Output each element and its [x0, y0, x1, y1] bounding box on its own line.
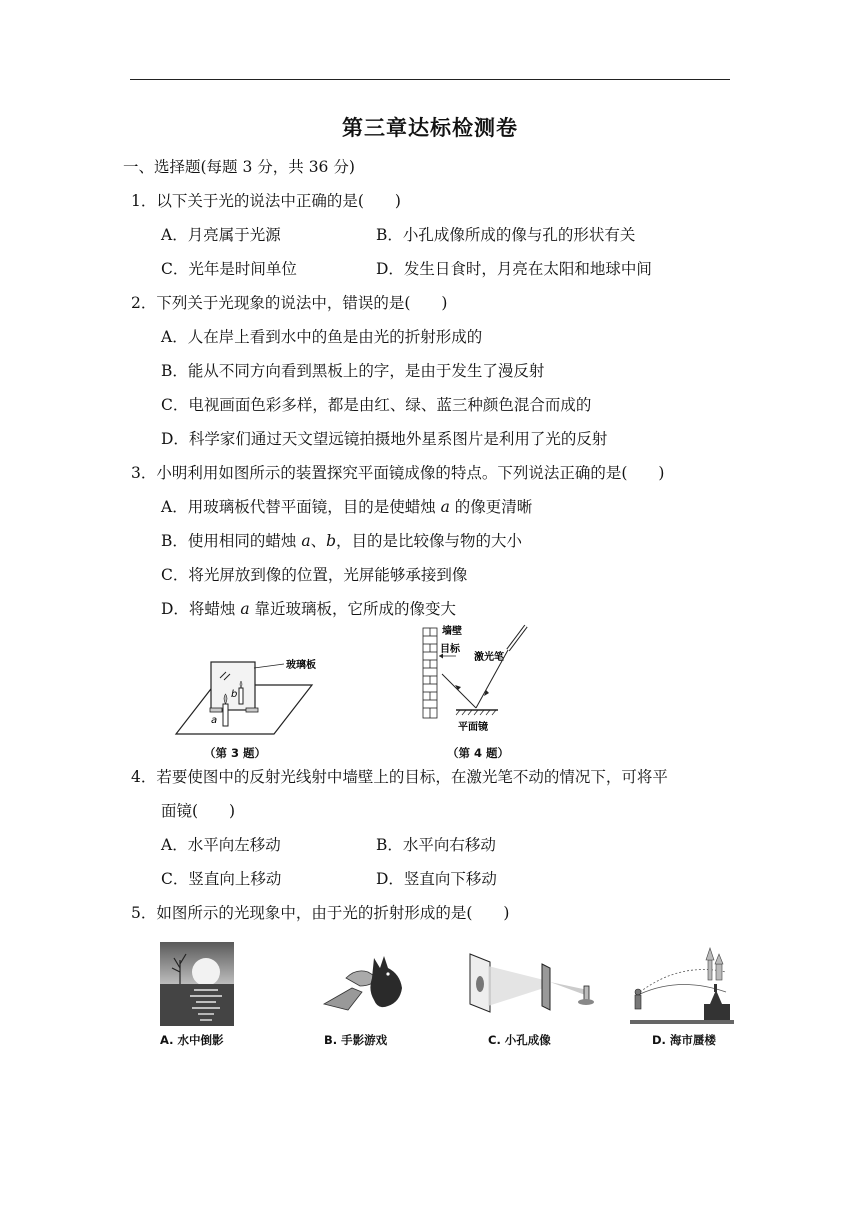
figure-3-caption: （第 3 题） — [204, 746, 267, 760]
caption-mirage: D. 海市蜃楼 — [652, 1033, 716, 1047]
glass-plate — [211, 662, 255, 710]
candle-a — [223, 704, 228, 726]
label-target: 目标 — [440, 644, 460, 655]
q2-option-c: C．电视画面色彩多样，都是由红、绿、蓝三种颜色混合而成的 — [161, 396, 592, 414]
label-laser: 激光笔 — [474, 652, 504, 663]
laser-pen — [508, 626, 526, 650]
caption-water-reflection: A. 水中倒影 — [160, 1033, 224, 1047]
q3-option-d: D．将蜡烛 a 靠近玻璃板，它所成的像变大 — [161, 600, 457, 618]
figure-4-diagram — [418, 622, 538, 740]
brick-wall — [423, 628, 437, 718]
label-glass-plate: 玻璃板 — [286, 660, 316, 671]
reflected-ray — [442, 674, 476, 708]
q2-option-d: D．科学家们通过天文望远镜拍摄地外星系图片是利用了光的反射 — [161, 430, 608, 448]
q1-option-a: A．月亮属于光源 — [161, 226, 281, 244]
q2-option-a: A．人在岸上看到水中的鱼是由光的折射形成的 — [161, 328, 483, 346]
q1-option-d: D．发生日食时，月亮在太阳和地球中间 — [376, 260, 652, 278]
q3-option-a: A．用玻璃板代替平面镜，目的是使蜡烛 a 的像更清晰 — [161, 498, 533, 516]
q4-option-c: C．竖直向上移动 — [161, 870, 282, 888]
label-wall: 墙壁 — [442, 626, 462, 637]
q1-option-c: C．光年是时间单位 — [161, 260, 297, 278]
question-1-stem: 1．以下关于光的说法中正确的是( ) — [131, 192, 401, 210]
image-pinhole — [466, 950, 602, 1020]
q3-option-c: C．将光屏放到像的位置，光屏能够承接到像 — [161, 566, 468, 584]
q4-option-b: B．水平向右移动 — [376, 836, 496, 854]
label-candle-b: b — [231, 689, 238, 700]
caption-pinhole: C. 小孔成像 — [488, 1033, 551, 1047]
q1-option-b: B．小孔成像所成的像与孔的形状有关 — [376, 226, 636, 244]
image-mirage — [630, 942, 734, 1026]
glass-stand-left — [210, 708, 222, 712]
question-4-stem: 4．若要使图中的反射光线射中墙壁上的目标，在激光笔不动的情况下，可将平 — [131, 768, 668, 786]
q3-option-b: B．使用相同的蜡烛 a、b，目的是比较像与物的大小 — [161, 532, 523, 550]
candle-b — [239, 688, 243, 704]
question-4-stem-cont: 面镜( ) — [161, 802, 236, 820]
label-candle-a: a — [211, 715, 218, 726]
section-heading: 一、选择题(每题 3 分，共 36 分) — [123, 158, 355, 176]
image-water-reflection — [160, 942, 234, 1026]
question-2-stem: 2．下列关于光现象的说法中，错误的是( ) — [131, 294, 448, 312]
figure-4-caption: （第 4 题） — [447, 746, 510, 760]
image-hand-shadow — [322, 948, 414, 1020]
q4-option-d: D．竖直向下移动 — [376, 870, 497, 888]
label-mirror: 平面镜 — [458, 722, 488, 733]
page-title: 第三章达标检测卷 — [342, 116, 518, 140]
q4-option-a: A．水平向左移动 — [161, 836, 281, 854]
question-3-stem: 3．小明利用如图所示的装置探究平面镜成像的特点。下列说法正确的是( ) — [131, 464, 665, 482]
question-5-stem: 5．如图所示的光现象中，由于光的折射形成的是( ) — [131, 904, 510, 922]
caption-hand-shadow: B. 手影游戏 — [324, 1033, 388, 1047]
glass-stand-right — [246, 708, 258, 712]
top-rule — [130, 79, 730, 80]
figure-3-diagram — [174, 650, 324, 740]
q2-option-b: B．能从不同方向看到黑板上的字，是由于发生了漫反射 — [161, 362, 545, 380]
